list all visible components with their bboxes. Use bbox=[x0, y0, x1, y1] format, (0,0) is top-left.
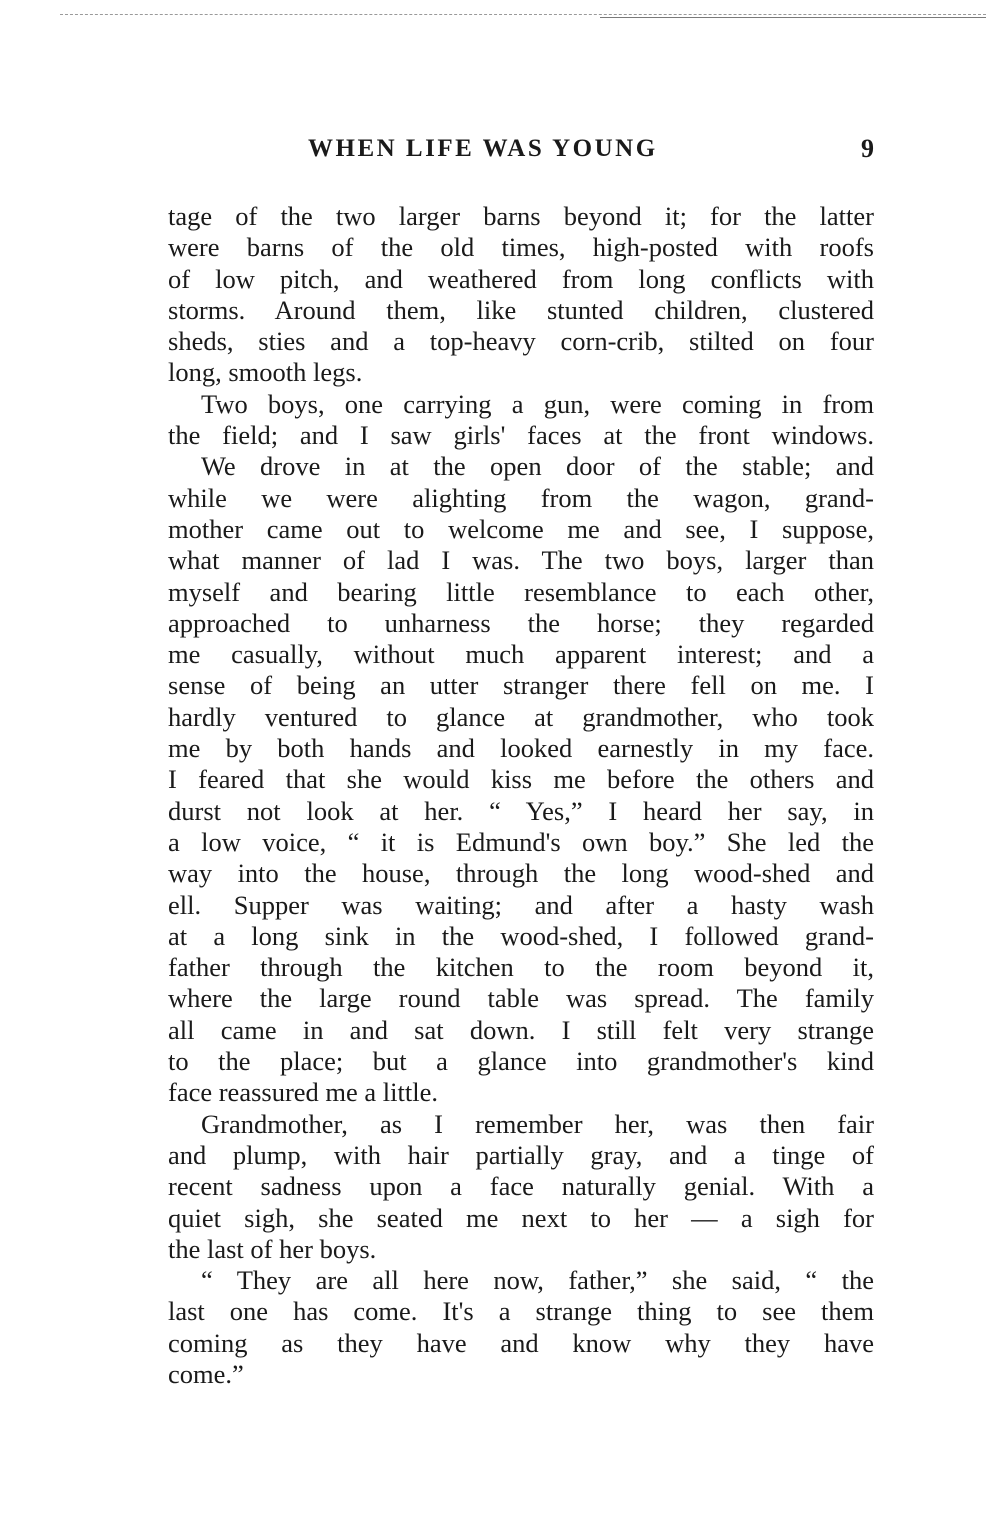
paragraph-start: Two boys, one carrying a gun, were coming in from bbox=[201, 388, 874, 419]
text-line: were barns of the old times, high-posted with roofs bbox=[168, 232, 874, 263]
text-line: of low pitch, and weathered from long conflicts with bbox=[168, 263, 874, 294]
text-line: approached to unharness the horse; they regarded bbox=[168, 607, 874, 638]
text-line: to the place; but a glance into grandmother's kind bbox=[168, 1046, 874, 1077]
text-line: quiet sigh, she seated me next to her — a sigh for bbox=[168, 1202, 874, 1233]
text-line: face reassured me a little. bbox=[168, 1077, 439, 1108]
text-line: what manner of lad I was. The two boys, larger than bbox=[168, 545, 874, 576]
text-line: and plump, with hair partially gray, and a tinge of bbox=[168, 1139, 874, 1170]
text-line: me casually, without much apparent interest; and a bbox=[168, 639, 874, 670]
paragraph-start: “ They are all here now, father,” she said, “ the bbox=[201, 1265, 874, 1296]
paragraph-start: We drove in at the open door of the stable; and bbox=[201, 451, 874, 482]
top-edge-rule bbox=[60, 14, 986, 15]
text-line: the last of her boys. bbox=[168, 1233, 377, 1264]
running-title: WHEN LIFE WAS YOUNG bbox=[308, 135, 658, 162]
running-head bbox=[170, 134, 876, 168]
text-line: the field; and I saw girls' faces at the front windows. bbox=[168, 420, 874, 451]
text-line: way into the house, through the long wood-shed and bbox=[168, 858, 874, 889]
text-line: father through the kitchen to the room beyond it, bbox=[168, 952, 874, 983]
text-line: storms. Around them, like stunted children, clustered bbox=[168, 294, 874, 325]
text-line: long, smooth legs. bbox=[168, 357, 363, 388]
text-line: all came in and sat down. I still felt very strange bbox=[168, 1014, 874, 1045]
text-line: durst not look at her. “ Yes,” I heard her say, in bbox=[168, 795, 874, 826]
text-line: sheds, sties and a top-heavy corn-crib, stilted on four bbox=[168, 326, 874, 357]
text-line: hardly ventured to glance at grandmother, who took bbox=[168, 701, 874, 732]
text-line: coming as they have and know why they have bbox=[168, 1327, 874, 1358]
text-line: a low voice, “ it is Edmund's own boy.” She led the bbox=[168, 826, 874, 857]
paragraph-start: Grandmother, as I remember her, was then fair bbox=[201, 1108, 874, 1139]
text-line: I feared that she would kiss me before the others and bbox=[168, 764, 874, 795]
text-line: recent sadness upon a face naturally genial. With a bbox=[168, 1171, 874, 1202]
text-line: at a long sink in the wood-shed, I followed grand- bbox=[168, 920, 874, 951]
text-line: come.” bbox=[168, 1358, 244, 1389]
text-line: mother came out to welcome me and see, I suppose, bbox=[168, 513, 874, 544]
text-line: where the large round table was spread. The family bbox=[168, 983, 874, 1014]
body-text bbox=[168, 201, 874, 1390]
page-number: 9 bbox=[861, 134, 874, 163]
text-line: sense of being an utter stranger there fell on me. I bbox=[168, 670, 874, 701]
text-line: me by both hands and looked earnestly in my face. bbox=[168, 733, 874, 764]
text-line: ell. Supper was waiting; and after a hasty wash bbox=[168, 889, 874, 920]
top-edge-rule-solid bbox=[600, 17, 986, 18]
text-line: while we were alighting from the wagon, grand- bbox=[168, 482, 874, 513]
text-line: last one has come. It's a strange thing to see them bbox=[168, 1296, 874, 1327]
text-line: tage of the two larger barns beyond it; for the latter bbox=[168, 201, 874, 231]
text-line: myself and bearing little resemblance to each other, bbox=[168, 576, 874, 607]
